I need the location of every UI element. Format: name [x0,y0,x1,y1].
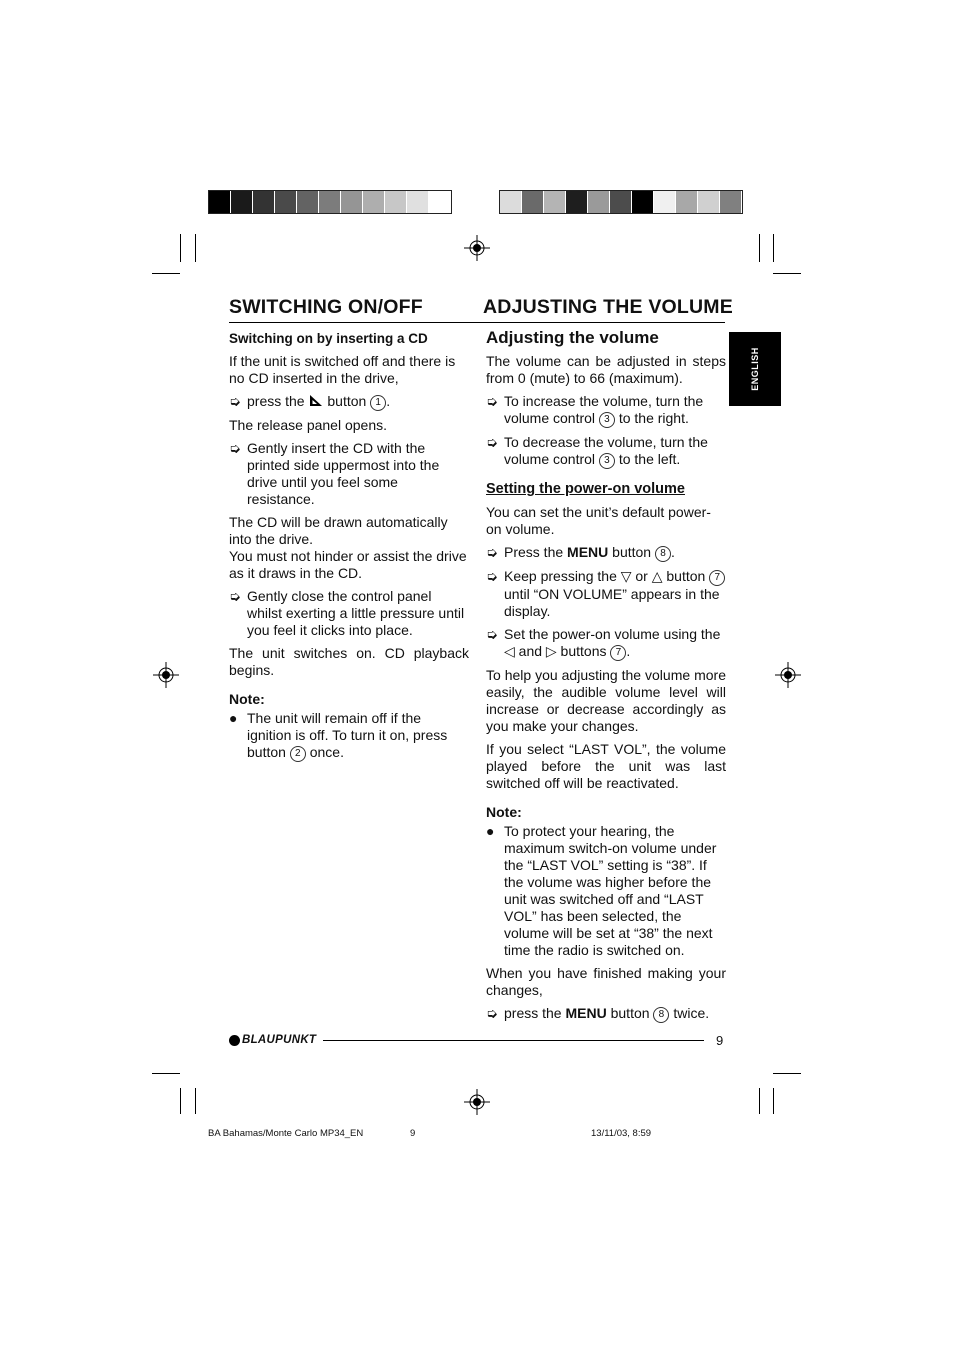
color-swatch [363,191,385,213]
paragraph: If the unit is switched off and there is no CD inserted in the drive, [229,353,456,386]
bullet-icon: ● [229,710,238,726]
color-swatch [231,191,253,213]
paragraph: The unit switches on. CD playback begins. [229,645,469,678]
color-swatch [341,191,363,213]
section-heading-switching: SWITCHING ON/OFF [229,296,423,318]
color-swatch [297,191,319,213]
grayscale-strip-right [499,190,743,214]
logo-dot-icon [229,1035,240,1046]
color-swatch [566,191,588,213]
arrow-icon: ➭ [486,568,498,584]
step-item: ➭ Keep pressing the ▽ or △ button 7 until “ON VOLUME” appears in the display. [486,568,726,620]
arrow-icon: ➭ [486,1005,498,1021]
color-swatch [632,191,654,213]
registration-mark-icon [153,662,179,688]
color-swatch [500,191,522,213]
step-item: ➭ Gently close the control panel whilst exerting a little pressure until you feel it clicks into place. [229,588,465,638]
color-swatch [275,191,297,213]
button-number: 7 [610,645,626,661]
arrow-icon: ➭ [229,440,241,456]
button-number: 7 [709,570,725,586]
bullet-icon: ● [486,823,495,839]
footer-page: 9 [410,1128,416,1139]
paragraph: You must not hinder or assist the drive as it draws in the CD. [229,548,467,581]
paragraph: You can set the unit’s default power-on volume. [486,504,711,537]
step-item: ➭ To decrease the volume, turn the volume control 3 to the left. [486,434,708,467]
button-number: 3 [599,453,615,469]
color-swatch [588,191,610,213]
color-swatch [654,191,676,213]
step-item: ➭ press the MENU button 8 twice. [486,1005,710,1021]
note-label: Note: [229,691,265,707]
arrow-icon: ➭ [486,544,498,560]
registration-mark-icon [464,1089,490,1115]
subheading: Setting the power-on volume [486,481,685,497]
color-swatch [720,191,742,213]
arrow-icon: ➭ [486,393,498,409]
arrow-icon: ➭ [229,588,241,604]
paragraph: The CD will be drawn automatically into the drive. [229,514,448,547]
button-number: 8 [653,1007,669,1023]
color-swatch [429,191,451,213]
paragraph: To help you adjusting the volume more easily, the audible volume level will increase or decrease accordingly as you make your changes. [486,667,726,734]
page-number: 9 [716,1033,724,1048]
left-column [229,330,469,768]
color-swatch [407,191,429,213]
button-number: 1 [370,395,386,411]
color-swatch [385,191,407,213]
button-number: 2 [290,746,306,762]
step-item: ➭ Gently insert the CD with the printed side uppermost into the drive until you feel some resistance. [229,440,440,507]
subheading: Switching on by inserting a CD [229,331,428,346]
paragraph: If you select “LAST VOL”, the volume played before the unit was last switched off will be reactivated. [486,741,726,791]
color-swatch [209,191,231,213]
note-item: ● The unit will remain off if the ignition is off. To turn it on, press button 2 once. [229,710,448,760]
color-swatch [698,191,720,213]
footer-date: 13/11/03, 8:59 [591,1128,652,1139]
step-item: ➭ Set the power-on volume using the ◁ and ▷ buttons 7 . [486,626,721,659]
release-panel-icon [308,394,323,407]
color-swatch [253,191,275,213]
brand-logo: BLAUPUNKT [229,1034,316,1046]
button-number: 3 [599,412,615,428]
paragraph: The release panel opens. [229,417,387,433]
subheading: Adjusting the volume [486,328,659,347]
step-item: ➭ press the button 1 . [229,393,391,409]
registration-mark-icon [464,235,490,261]
step-item: ➭ Press the MENU button 8 . [486,544,675,560]
color-swatch [610,191,632,213]
language-tab: ENGLISH [729,332,781,406]
paragraph: When you have finished making your changes, [486,965,726,998]
heading-rule [229,322,725,323]
registration-mark-icon [775,662,801,688]
step-item: ➭ To increase the volume, turn the volume control 3 to the right. [486,393,704,426]
color-swatch [522,191,544,213]
note-label: Note: [486,804,522,820]
footer-filename: BA Bahamas/Monte Carlo MP34_EN [208,1128,364,1139]
note-item: ● To protect your hearing, the maximum switch-on volume under the “LAST VOL” setting is “38”. If the volume was higher before the unit was switched off and “LAST VOL” has been selected, the volume will be set at “38” the next time the radio is switched on. [486,823,717,958]
arrow-icon: ➭ [486,434,498,450]
right-column [486,329,726,1029]
color-swatch [676,191,698,213]
paragraph: The volume can be adjusted in steps from 0 (mute) to 66 (maximum). [486,353,726,386]
arrow-icon: ➭ [486,626,498,642]
section-heading-volume: ADJUSTING THE VOLUME [483,296,733,318]
grayscale-strip-left [208,190,452,214]
color-swatch [544,191,566,213]
button-number: 8 [655,546,671,562]
footer-rule [323,1040,704,1041]
arrow-icon: ➭ [229,393,241,409]
color-swatch [319,191,341,213]
